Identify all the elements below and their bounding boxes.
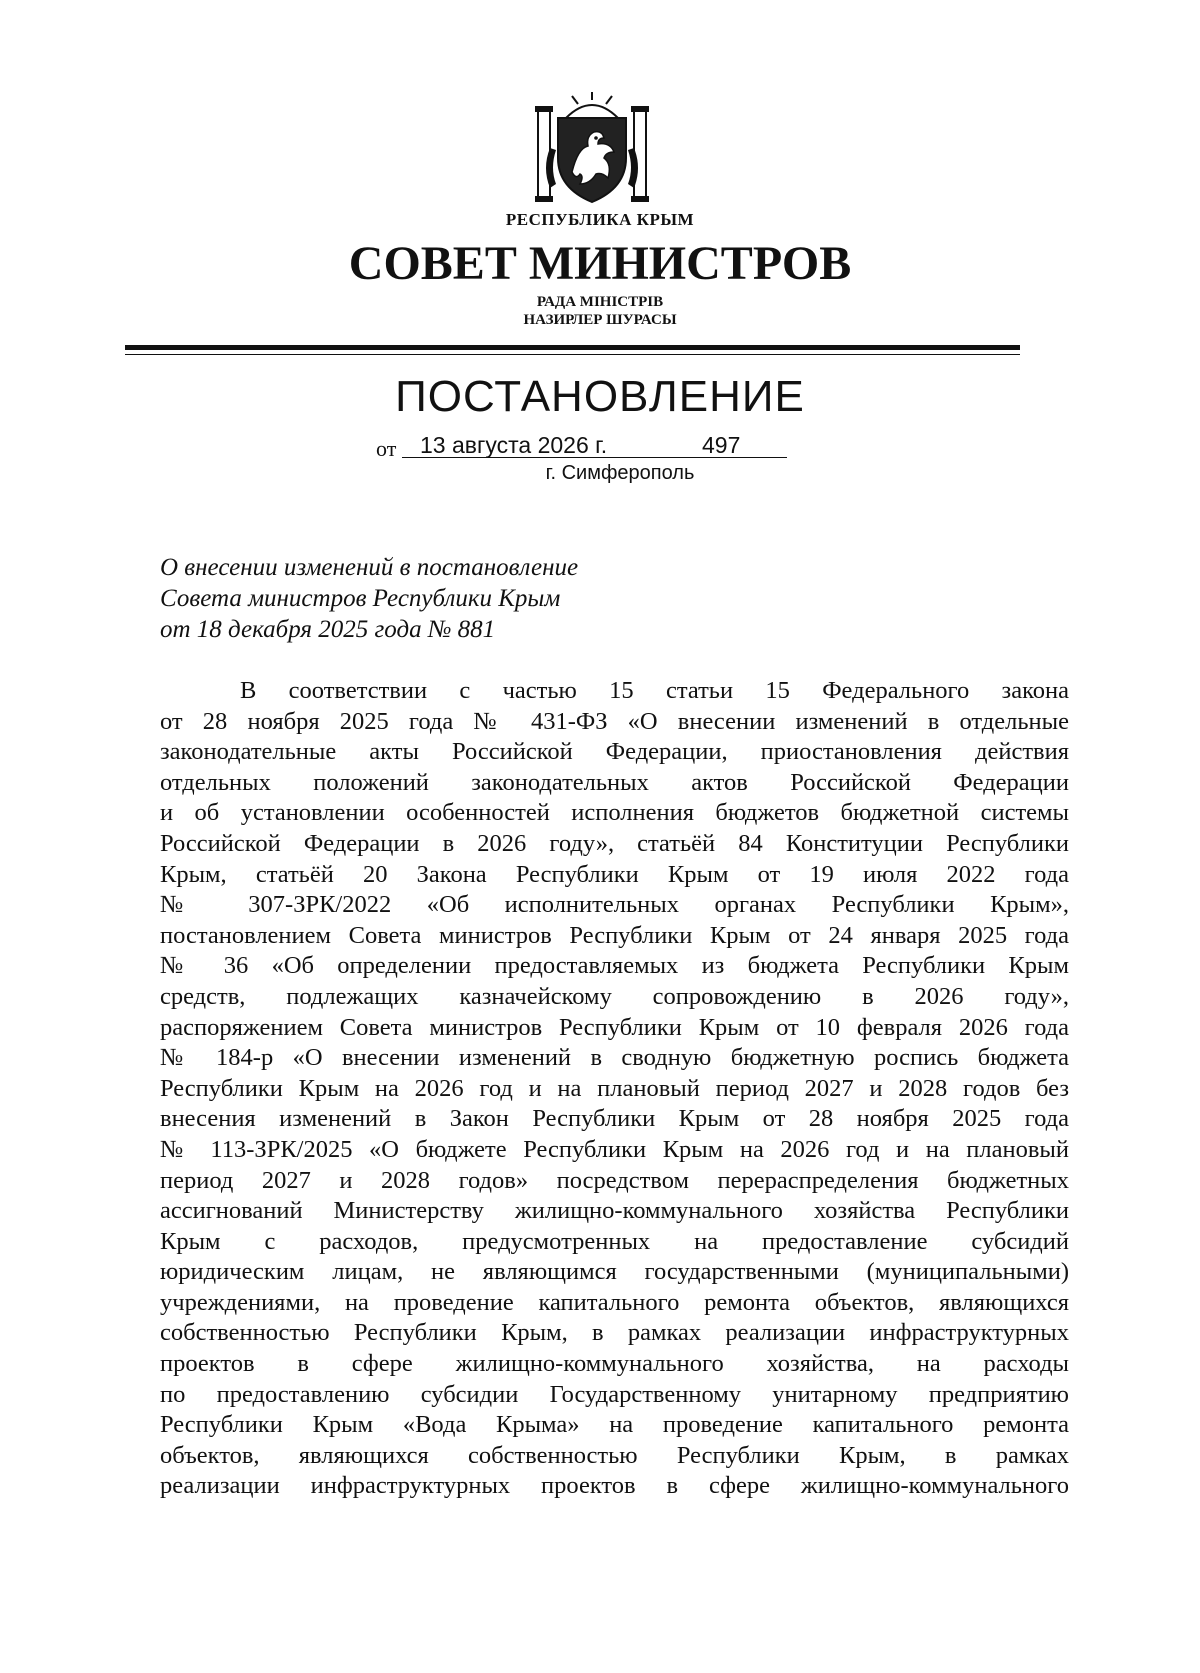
- body-line: В соответствии с частью 15 статьи 15 Федерального закона: [240, 677, 1069, 704]
- header-divider-thin: [125, 354, 1020, 355]
- body-line: Крым с расходов, предусмотренных на предоставление субсидий: [160, 1227, 1069, 1255]
- body-line: распоряжением Совета министров Республики Крым от 10 февраля 2026 года: [160, 1013, 1069, 1041]
- body-line: реализации инфраструктурных проектов в сфере жилищно-коммунального: [160, 1472, 1069, 1500]
- body-line: отдельных положений законодательных актов Российской Федерации: [160, 768, 1069, 796]
- body-line: по предоставлению субсидии Государственному унитарному предприятию: [160, 1380, 1069, 1408]
- decree-date: 13 августа 2026 г.: [420, 432, 608, 458]
- date-prefix: от: [376, 436, 397, 461]
- body-line: и об установлении особенностей исполнения бюджетов бюджетной системы: [160, 799, 1069, 827]
- body-line: № 184-р «О внесении изменений в сводную бюджетную роспись бюджета: [160, 1044, 1069, 1072]
- body-line: период 2027 и 2028 годов» посредством перераспределения бюджетных: [160, 1166, 1069, 1194]
- body-line: юридическим лицам, не являющимся государственными (муниципальными): [160, 1258, 1069, 1286]
- crimea-coat-of-arms-icon: [532, 88, 652, 208]
- body-line: от 28 ноября 2025 года № 431-ФЗ «О внесении изменений в отдельные: [160, 707, 1069, 735]
- body-line: учреждениями, на проведение капитального ремонта объектов, являющихся: [160, 1288, 1069, 1316]
- council-name: СОВЕТ МИНИСТРОВ: [348, 237, 852, 290]
- subject-line: Совета министров Республики Крым: [160, 585, 561, 612]
- decree-subject: [160, 552, 760, 645]
- body-line: постановлением Совета министров Республики Крым от 24 января 2025 года: [160, 921, 1069, 949]
- subject-line: О внесении изменений в постановление: [160, 554, 579, 581]
- body-line: Республики Крым на 2026 год и на плановый период 2027 и 2028 годов без: [160, 1074, 1069, 1102]
- document-type-title: ПОСТАНОВЛЕНИЕ: [395, 372, 805, 421]
- decree-city: г. Симферополь: [545, 462, 695, 484]
- body-line: законодательные акты Российской Федерации, приостановления действия: [160, 738, 1069, 766]
- body-line: объектов, являющихся собственностью Республики Крым, в рамках: [160, 1441, 1069, 1469]
- body-line: Крым, статьёй 20 Закона Республики Крым от 19 июля 2022 года: [160, 860, 1069, 888]
- decree-dateline: [376, 432, 796, 460]
- body-line: Российской Федерации в 2026 году», статьёй 84 Конституции Республики: [160, 829, 1069, 857]
- republic-name: РЕСПУБЛИКА КРЫМ: [505, 210, 695, 229]
- body-line: № 307-ЗРК/2022 «Об исполнительных органах Республики Крым»,: [160, 891, 1069, 919]
- body-line: средств, подлежащих казначейскому сопровождению в 2026 году»,: [160, 982, 1069, 1010]
- council-name-ukrainian: РАДА МІНІСТРІВ: [536, 294, 664, 310]
- decree-number: 497: [702, 432, 741, 458]
- body-line: № 113-ЗРК/2025 «О бюджете Республики Крым на 2026 год и на плановый: [160, 1135, 1069, 1163]
- body-line: внесения изменений в Закон Республики Крым от 28 ноября 2025 года: [160, 1105, 1069, 1133]
- decree-body-text: [160, 676, 1069, 1502]
- body-line: ассигнований Министерству жилищно-коммунального хозяйства Республики: [160, 1197, 1069, 1225]
- subject-line: от 18 декабря 2025 года № 881: [160, 616, 496, 643]
- header-divider-thick: [125, 345, 1020, 350]
- body-line: собственностью Республики Крым, в рамках реализации инфраструктурных: [160, 1319, 1069, 1347]
- body-line: Республики Крым «Вода Крыма» на проведение капитального ремонта: [160, 1411, 1069, 1439]
- body-line: № 36 «Об определении предоставляемых из бюджета Республики Крым: [160, 952, 1069, 980]
- body-line: проектов в сфере жилищно-коммунального хозяйства, на расходы: [160, 1350, 1069, 1378]
- council-name-crimean-tatar: НАЗИРЛЕР ШУРАСЫ: [523, 312, 677, 328]
